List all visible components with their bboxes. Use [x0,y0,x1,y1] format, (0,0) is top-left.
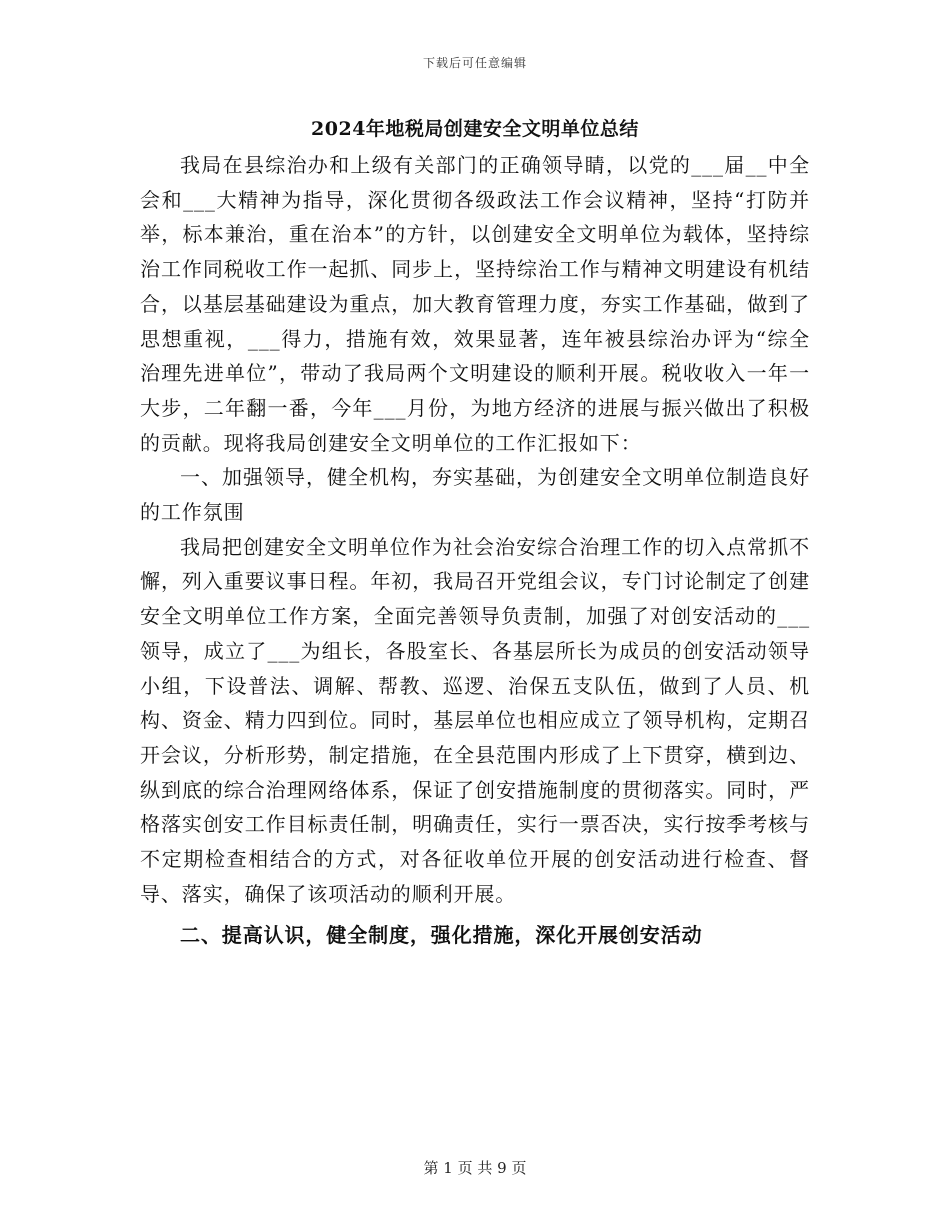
document-body [140,148,810,953]
body-paragraph-section-one: 我局把创建安全文明单位作为社会治安综合治理工作的切入点常抓不懈，列入重要议事日程。年初，我局召开党组会议，专门讨论制定了创建安全文明单位工作方案，全面完善领导负责制，加强了对创安活动的___领导，成立了___为组长，各股室长、各基层所长为成员的创安活动领导小组，下设普法、调解、帮教、巡逻、治保五支队伍，做到了人员、机构、资金、精力四到位。同时，基层单位也相应成立了领导机构，定期召开会议，分析形势，制定措施，在全县范围内形成了上下贯穿，横到边、纵到底的综合治理网络体系，保证了创安措施制度的贯彻落实。同时，严格落实创安工作目标责任制，明确责任，实行一票否决，实行按季考核与不定期检查相结合的方式，对各征收单位开展的创安活动进行检查、督导、落实，确保了该项活动的顺利开展。 [140,534,810,906]
section-two-heading: 二、提高认识，健全制度，强化措施，深化开展创安活动 [180,923,703,948]
body-paragraph-section-one-title: 一、加强领导，健全机构，夯实基础，为创建安全文明单位制造良好的工作氛围 [140,465,810,525]
page-number-footer: 第 1 页 共 9 页 [423,1159,527,1177]
document-title: 2024年地税局创建安全文明单位总结 [311,118,639,140]
body-paragraph-intro: 我局在县综治办和上级有关部门的正确领导睛，以党的___届__中全会和___大精神为指导，深化贯彻各级政法工作会议精神，坚持“打防并举，标本兼治，重在治本”的方针，以创建安全文明单位为载体，坚持综治工作同税收工作一起抓、同步上，坚持综治工作与精神文明建设有机结合，以基层基础建设为重点，加大教育管理力度，夯实工作基础，做到了思想重视，___得力，措施有效，效果显著，连年被县综治办评为“综全治理先进单位”，带动了我局两个文明建设的顺利开展。税收收入一年一大步，二年翻一番，今年___月份，为地方经济的进展与振兴做出了积极的贡献。现将我局创建安全文明单位的工作汇报如下： [140,153,810,455]
page-header-note: 下载后可任意编辑 [422,56,527,70]
